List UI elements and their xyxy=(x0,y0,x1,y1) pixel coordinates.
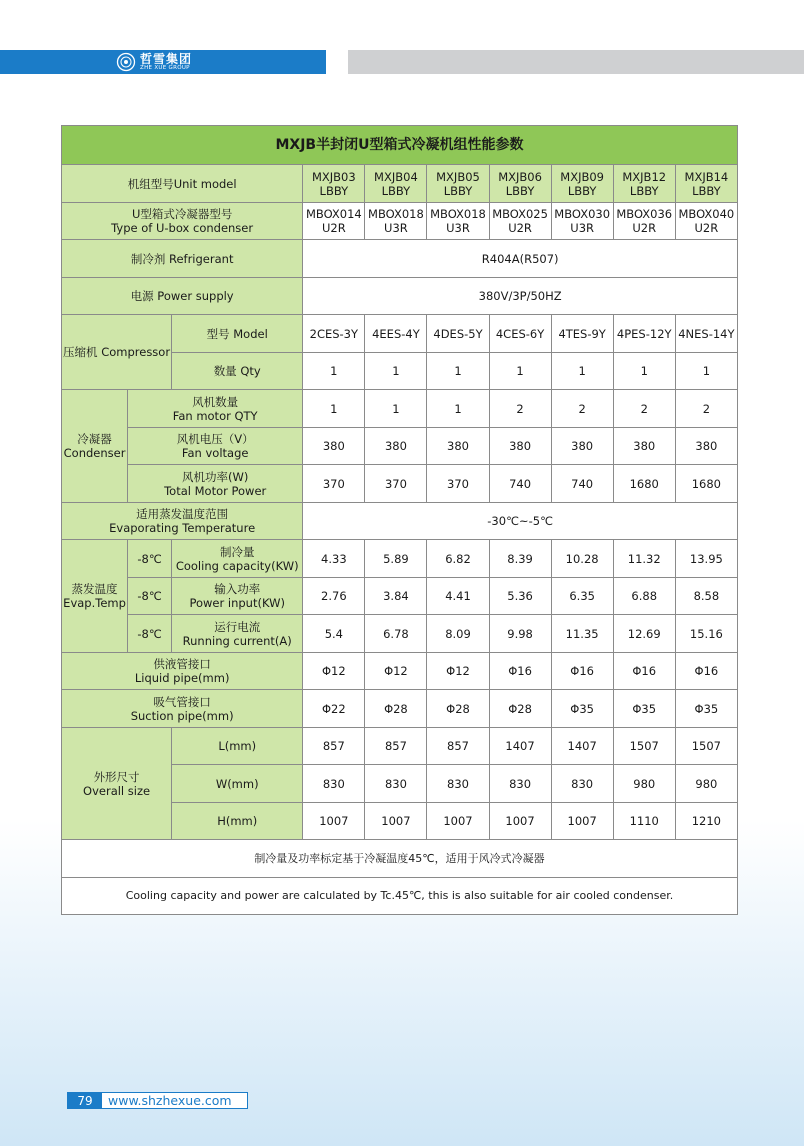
cell-suction-pipe: Φ28 xyxy=(489,690,551,728)
row-unit-model xyxy=(62,165,738,203)
row-evap-range xyxy=(62,503,738,540)
cell-compressor-model: 4PES-12Y xyxy=(613,315,675,353)
cell-running-current: 8.09 xyxy=(427,615,489,653)
cell-liquid-pipe: Φ16 xyxy=(675,653,737,690)
cell-condenser-type: MBOX036 U2R xyxy=(613,203,675,240)
cell-running-current: 5.4 xyxy=(303,615,365,653)
cell-dim-h: 1210 xyxy=(675,803,737,840)
cell-fan-power: 370 xyxy=(427,465,489,503)
cell-fan-voltage: 380 xyxy=(365,428,427,465)
cell-power-input: 2.76 xyxy=(303,578,365,615)
note-cn: 制冷量及功率标定基于冷凝温度45℃，适用于风冷式冷凝器 xyxy=(62,840,738,878)
cell-power-supply: 380V/3P/50HZ xyxy=(303,278,738,315)
cell-power-input: 4.41 xyxy=(427,578,489,615)
cell-dim-w: 830 xyxy=(303,765,365,803)
cell-compressor-model: 2CES-3Y xyxy=(303,315,365,353)
page-footer xyxy=(67,1092,248,1109)
row-suction-pipe xyxy=(62,690,738,728)
cell-fan-power: 1680 xyxy=(675,465,737,503)
cell-suction-pipe: Φ35 xyxy=(613,690,675,728)
cell-evap-temp: -8℃ xyxy=(128,540,172,578)
cell-unit-model: MXJB04 LBBY xyxy=(365,165,427,203)
cell-condenser-type: MBOX018 U3R xyxy=(365,203,427,240)
cell-fan-voltage: 380 xyxy=(613,428,675,465)
cell-compressor-model: 4TES-9Y xyxy=(551,315,613,353)
cell-compressor-model: 4NES-14Y xyxy=(675,315,737,353)
cell-cooling-capacity: 10.28 xyxy=(551,540,613,578)
cell-running-current: 12.69 xyxy=(613,615,675,653)
cell-condenser-type: MBOX040 U2R xyxy=(675,203,737,240)
cell-evap-range: -30℃~-5℃ xyxy=(303,503,738,540)
cell-suction-pipe: Φ28 xyxy=(365,690,427,728)
cell-running-current: 11.35 xyxy=(551,615,613,653)
cell-running-current: 6.78 xyxy=(365,615,427,653)
cell-dim-h: 1007 xyxy=(427,803,489,840)
cell-compressor-qty: 1 xyxy=(365,353,427,390)
cell-cooling-capacity: 13.95 xyxy=(675,540,737,578)
cell-fan-qty: 2 xyxy=(489,390,551,428)
cell-condenser-type: MBOX030 U3R xyxy=(551,203,613,240)
cell-dim-l: 1407 xyxy=(551,728,613,765)
cell-evap-temp: -8℃ xyxy=(128,578,172,615)
table-title: MXJB半封闭U型箱式冷凝机组性能参数 xyxy=(62,126,738,165)
cell-dim-l: 857 xyxy=(303,728,365,765)
row-note-en xyxy=(62,878,738,915)
label-compressor-qty: 数量 Qty xyxy=(172,353,303,390)
cell-dim-w: 830 xyxy=(365,765,427,803)
row-fan-qty xyxy=(62,390,738,428)
cell-power-input: 8.58 xyxy=(675,578,737,615)
cell-unit-model: MXJB06 LBBY xyxy=(489,165,551,203)
cell-unit-model: MXJB14 LBBY xyxy=(675,165,737,203)
cell-condenser-type: MBOX025 U2R xyxy=(489,203,551,240)
row-condenser-type xyxy=(62,203,738,240)
row-liquid-pipe xyxy=(62,653,738,690)
cell-fan-voltage: 380 xyxy=(489,428,551,465)
cell-compressor-qty: 1 xyxy=(303,353,365,390)
cell-liquid-pipe: Φ16 xyxy=(551,653,613,690)
cell-compressor-qty: 1 xyxy=(675,353,737,390)
cell-fan-qty: 2 xyxy=(613,390,675,428)
logo-emblem-icon xyxy=(116,52,136,72)
cell-cooling-capacity: 4.33 xyxy=(303,540,365,578)
row-power-supply xyxy=(62,278,738,315)
cell-compressor-qty: 1 xyxy=(427,353,489,390)
cell-unit-model: MXJB12 LBBY xyxy=(613,165,675,203)
label-dim-h: H(mm) xyxy=(172,803,303,840)
label-compressor: 压缩机 Compressor xyxy=(62,315,172,390)
label-overall-size: 外形尺寸 Overall size xyxy=(62,728,172,840)
cell-compressor-qty: 1 xyxy=(613,353,675,390)
cell-evap-temp: -8℃ xyxy=(128,615,172,653)
cell-dim-h: 1007 xyxy=(365,803,427,840)
cell-refrigerant: R404A(R507) xyxy=(303,240,738,278)
cell-suction-pipe: Φ35 xyxy=(551,690,613,728)
cell-compressor-qty: 1 xyxy=(489,353,551,390)
row-compressor-model xyxy=(62,315,738,353)
cell-power-input: 6.35 xyxy=(551,578,613,615)
cell-running-current: 15.16 xyxy=(675,615,737,653)
row-power-input xyxy=(62,578,738,615)
label-power-input: 输入功率 Power input(KW) xyxy=(172,578,303,615)
label-dim-l: L(mm) xyxy=(172,728,303,765)
cell-power-input: 5.36 xyxy=(489,578,551,615)
cell-compressor-model: 4EES-4Y xyxy=(365,315,427,353)
cell-cooling-capacity: 8.39 xyxy=(489,540,551,578)
cell-dim-h: 1007 xyxy=(303,803,365,840)
cell-liquid-pipe: Φ16 xyxy=(489,653,551,690)
note-en: Cooling capacity and power are calculated by Tc.45℃, this is also suitable for air cooled condenser. xyxy=(62,878,738,915)
cell-dim-l: 1507 xyxy=(675,728,737,765)
cell-running-current: 9.98 xyxy=(489,615,551,653)
cell-unit-model: MXJB03 LBBY xyxy=(303,165,365,203)
cell-fan-power: 370 xyxy=(303,465,365,503)
cell-fan-qty: 1 xyxy=(427,390,489,428)
cell-unit-model: MXJB05 LBBY xyxy=(427,165,489,203)
row-refrigerant xyxy=(62,240,738,278)
label-unit-model: 机组型号Unit model xyxy=(62,165,303,203)
cell-suction-pipe: Φ22 xyxy=(303,690,365,728)
cell-liquid-pipe: Φ16 xyxy=(613,653,675,690)
cell-power-input: 3.84 xyxy=(365,578,427,615)
logo-name-cn: 哲雪集团 xyxy=(140,51,193,66)
cell-dim-w: 830 xyxy=(551,765,613,803)
cell-fan-voltage: 380 xyxy=(303,428,365,465)
label-condenser-type: U型箱式冷凝器型号 Type of U-box condenser xyxy=(62,203,303,240)
label-compressor-model: 型号 Model xyxy=(172,315,303,353)
row-dim-l xyxy=(62,728,738,765)
label-fan-qty: 风机数量 Fan motor QTY xyxy=(128,390,303,428)
cell-fan-power: 740 xyxy=(551,465,613,503)
cell-fan-voltage: 380 xyxy=(675,428,737,465)
row-fan-power xyxy=(62,465,738,503)
cell-cooling-capacity: 11.32 xyxy=(613,540,675,578)
cell-cooling-capacity: 6.82 xyxy=(427,540,489,578)
header-gray-bar xyxy=(348,50,804,74)
cell-fan-qty: 2 xyxy=(675,390,737,428)
label-liquid-pipe: 供液管接口 Liquid pipe(mm) xyxy=(62,653,303,690)
cell-dim-l: 1507 xyxy=(613,728,675,765)
label-evap-temp: 蒸发温度 Evap.Temp xyxy=(62,540,128,653)
cell-unit-model: MXJB09 LBBY xyxy=(551,165,613,203)
cell-fan-voltage: 380 xyxy=(427,428,489,465)
label-evap-range: 适用蒸发温度范围 Evaporating Temperature xyxy=(62,503,303,540)
cell-dim-w: 830 xyxy=(427,765,489,803)
website-link[interactable]: www.shzhexue.com xyxy=(108,1093,232,1108)
cell-fan-power: 740 xyxy=(489,465,551,503)
row-cooling-capacity xyxy=(62,540,738,578)
cell-cooling-capacity: 5.89 xyxy=(365,540,427,578)
cell-dim-l: 857 xyxy=(427,728,489,765)
cell-fan-power: 370 xyxy=(365,465,427,503)
label-power-supply: 电源 Power supply xyxy=(62,278,303,315)
cell-fan-voltage: 380 xyxy=(551,428,613,465)
label-running-current: 运行电流 Running current(A) xyxy=(172,615,303,653)
logo-name-en: ZHE XUE GROUP xyxy=(140,64,190,71)
cell-dim-w: 980 xyxy=(613,765,675,803)
row-running-current xyxy=(62,615,738,653)
cell-suction-pipe: Φ28 xyxy=(427,690,489,728)
cell-dim-w: 830 xyxy=(489,765,551,803)
cell-dim-h: 1110 xyxy=(613,803,675,840)
cell-dim-l: 857 xyxy=(365,728,427,765)
cell-liquid-pipe: Φ12 xyxy=(427,653,489,690)
label-refrigerant: 制冷剂 Refrigerant xyxy=(62,240,303,278)
cell-dim-w: 980 xyxy=(675,765,737,803)
cell-liquid-pipe: Φ12 xyxy=(365,653,427,690)
cell-dim-h: 1007 xyxy=(489,803,551,840)
cell-dim-h: 1007 xyxy=(551,803,613,840)
cell-power-input: 6.88 xyxy=(613,578,675,615)
label-cooling-capacity: 制冷量 Cooling capacity(KW) xyxy=(172,540,303,578)
label-dim-w: W(mm) xyxy=(172,765,303,803)
label-condenser: 冷凝器 Condenser xyxy=(62,390,128,503)
cell-fan-qty: 1 xyxy=(303,390,365,428)
cell-fan-qty: 1 xyxy=(365,390,427,428)
cell-condenser-type: MBOX014 U2R xyxy=(303,203,365,240)
label-fan-power: 风机功率(W) Total Motor Power xyxy=(128,465,303,503)
company-logo xyxy=(116,52,192,72)
cell-liquid-pipe: Φ12 xyxy=(303,653,365,690)
cell-compressor-model: 4CES-6Y xyxy=(489,315,551,353)
cell-dim-l: 1407 xyxy=(489,728,551,765)
cell-compressor-qty: 1 xyxy=(551,353,613,390)
row-note-cn xyxy=(62,840,738,878)
spec-table xyxy=(61,125,738,915)
page-number: 79 xyxy=(68,1093,102,1108)
cell-fan-qty: 2 xyxy=(551,390,613,428)
cell-condenser-type: MBOX018 U3R xyxy=(427,203,489,240)
cell-compressor-model: 4DES-5Y xyxy=(427,315,489,353)
row-fan-voltage xyxy=(62,428,738,465)
cell-suction-pipe: Φ35 xyxy=(675,690,737,728)
label-suction-pipe: 吸气管接口 Suction pipe(mm) xyxy=(62,690,303,728)
label-fan-voltage: 风机电压（V） Fan voltage xyxy=(128,428,303,465)
cell-fan-power: 1680 xyxy=(613,465,675,503)
